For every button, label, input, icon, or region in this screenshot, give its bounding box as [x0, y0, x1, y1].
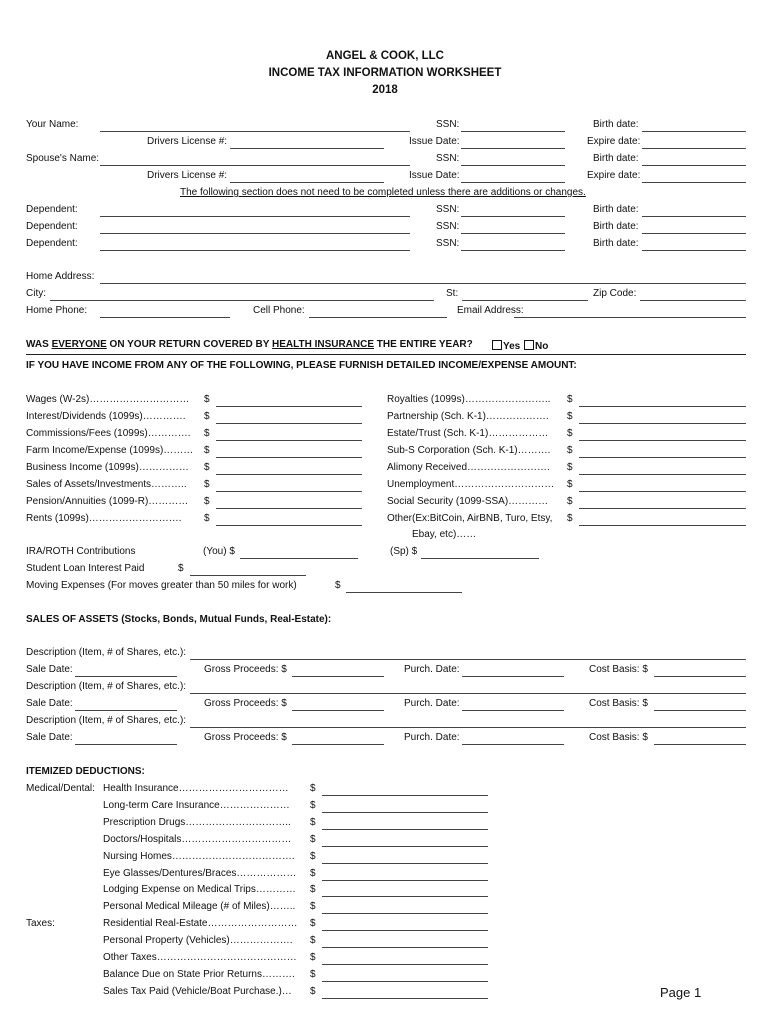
deduction-field[interactable] — [322, 981, 488, 982]
student-loan-label: Student Loan Interest Paid — [26, 563, 145, 574]
deduction-dollar: $ — [310, 799, 316, 811]
tax-year: 2018 — [372, 84, 398, 96]
sale-date-field[interactable] — [75, 744, 177, 745]
cell-phone-field[interactable] — [309, 317, 447, 318]
income-right-label: Social Security (1099-SSA)………… — [387, 496, 549, 507]
deduction-field[interactable] — [322, 880, 488, 881]
other-income-cont: Ebay, etc)…… — [412, 529, 477, 540]
deduction-label: Personal Property (Vehicles)………………. — [103, 935, 293, 947]
page-number: Page 1 — [660, 985, 702, 1000]
sale-date-label: Sale Date: — [26, 732, 73, 743]
dependent-3-ssn-field[interactable] — [461, 250, 565, 251]
deduction-label: Prescription Drugs………………………….. — [103, 816, 291, 828]
cost-basis-field[interactable] — [654, 744, 746, 745]
income-right-field[interactable] — [579, 491, 746, 492]
dependent-1-ssn-field[interactable] — [461, 216, 565, 217]
dependent-2-label: Dependent: — [26, 221, 78, 232]
spouse-birth-date-field[interactable] — [642, 165, 746, 166]
income-right-field[interactable] — [579, 440, 746, 441]
deduction-dollar: $ — [310, 850, 316, 862]
deduction-label: Eye Glasses/Dentures/Braces……………… — [103, 867, 297, 879]
deduction-dollar: $ — [310, 901, 316, 913]
dependent-2-birth-label: Birth date: — [593, 221, 639, 232]
expire-date-field[interactable] — [642, 148, 746, 149]
dependent-2-field[interactable] — [100, 233, 410, 234]
ira-you-label: (You) $ — [203, 546, 235, 557]
income-right-dollar: $ — [567, 445, 573, 456]
income-left-label: Sales of Assets/Investments……….. — [26, 479, 187, 490]
purch-date-field[interactable] — [462, 676, 564, 677]
student-loan-field[interactable] — [190, 575, 306, 576]
income-right-label: Sub-S Corporation (Sch. K-1)………. — [387, 445, 551, 456]
purch-date-label: Purch. Date: — [404, 664, 460, 675]
taxes-label: Taxes: — [26, 918, 55, 929]
deduction-label: Long-term Care Insurance………………… — [103, 799, 290, 811]
deduction-field[interactable] — [322, 964, 488, 965]
city-label: City: — [26, 288, 46, 299]
sale-date-label: Sale Date: — [26, 698, 73, 709]
income-left-label: Interest/Dividends (1099s)…………. — [26, 411, 186, 422]
health-insurance-question: WAS EVERYONE ON YOUR RETURN COVERED BY HEALTH INSURANCE THE ENTIRE YEAR? — [26, 339, 473, 350]
income-right-dollar: $ — [567, 479, 573, 490]
issue-date-field[interactable] — [461, 148, 565, 149]
spouse-ssn-label: SSN: — [436, 153, 460, 164]
income-right-label: Alimony Received……………………. — [387, 462, 550, 473]
company-name: ANGEL & COOK, LLC — [326, 50, 444, 62]
spouse-issue-date-label: Issue Date: — [409, 170, 460, 181]
purch-date-label: Purch. Date: — [404, 698, 460, 709]
deduction-field[interactable] — [322, 812, 488, 813]
income-right-label: Other(Ex:BitCoin, AirBNB, Turo, Etsy, — [387, 513, 553, 524]
deduction-label: Balance Due on State Prior Returns………. — [103, 968, 295, 980]
deduction-label: Lodging Expense on Medical Trips………… — [103, 884, 296, 896]
home-address-field[interactable] — [100, 283, 746, 284]
email-label: Email Address: — [457, 305, 524, 316]
deduction-field[interactable] — [322, 896, 488, 897]
income-left-field[interactable] — [216, 440, 362, 441]
birth-date-field[interactable] — [642, 131, 746, 132]
sale-date-field[interactable] — [75, 710, 177, 711]
ira-sp-field[interactable] — [421, 558, 539, 559]
cost-basis-label: Cost Basis: $ — [589, 732, 648, 743]
spouse-expire-date-field[interactable] — [642, 182, 746, 183]
drivers-license-label: Drivers License #: — [147, 136, 228, 147]
income-right-label: Partnership (Sch. K-1)………………. — [387, 411, 549, 422]
income-left-dollar: $ — [204, 479, 210, 490]
cell-phone-label: Cell Phone: — [253, 305, 305, 316]
income-left-dollar: $ — [204, 428, 210, 439]
section-notice: The following section does not need to be completed unless there are additions or changes. — [180, 187, 586, 198]
deduction-field[interactable] — [322, 846, 488, 847]
cost-basis-field[interactable] — [654, 676, 746, 677]
ira-sp-label: (Sp) $ — [390, 546, 418, 557]
deduction-label: Health Insurance…………………………… — [103, 783, 289, 794]
income-left-dollar: $ — [204, 513, 210, 524]
medical-dental-label: Medical/Dental: — [26, 783, 95, 794]
spouse-issue-date-field[interactable] — [461, 182, 565, 183]
dependent-2-ssn-label: SSN: — [436, 221, 460, 232]
deduction-dollar: $ — [310, 918, 316, 930]
deduction-dollar: $ — [310, 833, 316, 845]
zip-field[interactable] — [640, 300, 746, 301]
deduction-label: Sales Tax Paid (Vehicle/Boat Purchase.)… — [103, 985, 292, 997]
deduction-label: Residential Real-Estate……………………… — [103, 918, 298, 930]
income-left-label: Wages (W-2s)………………………… — [26, 394, 190, 405]
spouse-expire-date-label: Expire date: — [587, 170, 641, 181]
gross-proceeds-field[interactable] — [292, 744, 384, 745]
purch-date-field[interactable] — [462, 744, 564, 745]
income-right-label: Unemployment………………………… — [387, 479, 555, 490]
income-left-label: Commissions/Fees (1099s)…………. — [26, 428, 191, 439]
income-heading: IF YOU HAVE INCOME FROM ANY OF THE FOLLOWING, PLEASE FURNISH DETAILED INCOME/EXPENSE AMOUNT: — [26, 360, 577, 371]
city-field[interactable] — [50, 300, 434, 301]
state-field[interactable] — [462, 300, 588, 301]
dependent-1-birth-field[interactable] — [642, 216, 746, 217]
moving-expenses-dollar: $ — [335, 580, 341, 591]
health-no-option[interactable]: No — [524, 340, 548, 353]
deduction-dollar: $ — [310, 968, 316, 980]
deduction-label: Personal Medical Mileage (# of Miles)…….. — [103, 901, 296, 913]
dependent-3-label: Dependent: — [26, 238, 78, 249]
issue-date-label: Issue Date: — [409, 136, 460, 147]
income-left-dollar: $ — [204, 462, 210, 473]
sale-date-label: Sale Date: — [26, 664, 73, 675]
zip-label: Zip Code: — [593, 288, 637, 299]
income-right-field[interactable] — [579, 406, 746, 407]
sale-description-label: Description (Item, # of Shares, etc.): — [26, 681, 187, 692]
email-field[interactable] — [514, 317, 746, 318]
yes-checkbox[interactable] — [492, 340, 502, 350]
ira-label: IRA/ROTH Contributions — [26, 546, 136, 557]
page-title: INCOME TAX INFORMATION WORKSHEET — [268, 67, 502, 79]
home-address-label: Home Address: — [26, 271, 95, 282]
income-left-label: Rents (1099s)………………………. — [26, 513, 182, 524]
dependent-3-birth-field[interactable] — [642, 250, 746, 251]
gross-proceeds-label: Gross Proceeds: $ — [204, 698, 287, 709]
income-right-label: Royalties (1099s)…………………….. — [387, 394, 551, 405]
sales-heading: SALES OF ASSETS (Stocks, Bonds, Mutual Funds, Real-Estate): — [26, 614, 332, 625]
dependent-2-birth-field[interactable] — [642, 233, 746, 234]
dependent-2-ssn-field[interactable] — [461, 233, 565, 234]
dependent-3-birth-label: Birth date: — [593, 238, 639, 249]
deduction-dollar: $ — [310, 867, 316, 879]
purch-date-field[interactable] — [462, 710, 564, 711]
income-left-dollar: $ — [204, 445, 210, 456]
income-right-dollar: $ — [567, 428, 573, 439]
dependent-1-ssn-label: SSN: — [436, 204, 460, 215]
ssn-label: SSN: — [436, 119, 460, 130]
moving-expenses-field[interactable] — [346, 592, 462, 593]
sale-description-field[interactable] — [190, 693, 746, 694]
income-left-field[interactable] — [216, 525, 362, 526]
deduction-field[interactable] — [322, 998, 488, 999]
deduction-field[interactable] — [322, 930, 488, 931]
dependent-1-label: Dependent: — [26, 204, 78, 215]
income-left-field[interactable] — [216, 508, 362, 509]
deduction-dollar: $ — [310, 816, 316, 828]
income-right-field[interactable] — [579, 525, 746, 526]
cost-basis-label: Cost Basis: $ — [589, 698, 648, 709]
deduction-field[interactable] — [322, 795, 488, 796]
spouse-drivers-license-label: Drivers License #: — [147, 170, 228, 181]
deduction-label: Other Taxes…………………………………… — [103, 952, 297, 963]
income-right-dollar: $ — [567, 496, 573, 507]
deductions-heading: ITEMIZED DEDUCTIONS: — [26, 766, 145, 777]
income-right-field[interactable] — [579, 423, 746, 424]
deduction-field[interactable] — [322, 913, 488, 914]
home-phone-field[interactable] — [100, 317, 230, 318]
cost-basis-field[interactable] — [654, 710, 746, 711]
dependent-1-birth-label: Birth date: — [593, 204, 639, 215]
deduction-dollar: $ — [310, 783, 316, 794]
your-name-label: Your Name: — [26, 119, 79, 130]
deduction-field[interactable] — [322, 829, 488, 830]
spouse-birth-date-label: Birth date: — [593, 153, 639, 164]
income-left-label: Farm Income/Expense (1099s)……… — [26, 445, 194, 456]
income-right-dollar: $ — [567, 462, 573, 473]
drivers-license-field[interactable] — [230, 148, 384, 149]
deduction-dollar: $ — [310, 952, 316, 963]
spouse-drivers-license-field[interactable] — [230, 182, 384, 183]
spouse-name-label: Spouse's Name: — [26, 153, 100, 164]
sale-date-field[interactable] — [75, 676, 177, 677]
income-left-field[interactable] — [216, 474, 362, 475]
income-right-label: Estate/Trust (Sch. K-1)……………… — [387, 428, 549, 439]
sale-description-field[interactable] — [190, 727, 746, 728]
deduction-dollar: $ — [310, 935, 316, 947]
spouse-ssn-field[interactable] — [461, 165, 565, 166]
gross-proceeds-field[interactable] — [292, 710, 384, 711]
dependent-1-field[interactable] — [100, 216, 410, 217]
spouse-name-field[interactable] — [100, 165, 410, 166]
dependent-3-ssn-label: SSN: — [436, 238, 460, 249]
sale-description-field[interactable] — [190, 659, 746, 660]
income-left-label: Pension/Annuities (1099-R)………… — [26, 496, 189, 507]
divider — [26, 354, 746, 355]
income-left-field[interactable] — [216, 491, 362, 492]
sale-description-label: Description (Item, # of Shares, etc.): — [26, 715, 187, 726]
income-right-field[interactable] — [579, 508, 746, 509]
moving-expenses-label: Moving Expenses (For moves greater than 50 miles for work) — [26, 580, 297, 591]
deduction-field[interactable] — [322, 863, 488, 864]
income-right-dollar: $ — [567, 411, 573, 422]
income-right-dollar: $ — [567, 513, 573, 524]
expire-date-label: Expire date: — [587, 136, 641, 147]
birth-date-label: Birth date: — [593, 119, 639, 130]
sale-description-label: Description (Item, # of Shares, etc.): — [26, 647, 187, 658]
dependent-3-field[interactable] — [100, 250, 410, 251]
no-checkbox[interactable] — [524, 340, 534, 350]
home-phone-label: Home Phone: — [26, 305, 88, 316]
income-left-dollar: $ — [204, 496, 210, 507]
gross-proceeds-field[interactable] — [292, 676, 384, 677]
gross-proceeds-label: Gross Proceeds: $ — [204, 664, 287, 675]
student-loan-dollar: $ — [178, 563, 184, 574]
health-yes-option[interactable]: Yes — [492, 340, 520, 353]
income-left-label: Business Income (1099s)…………… — [26, 462, 189, 473]
deduction-label: Nursing Homes………………………………. — [103, 850, 295, 862]
your-name-field[interactable] — [100, 131, 410, 132]
income-left-field[interactable] — [216, 406, 362, 407]
gross-proceeds-label: Gross Proceeds: $ — [204, 732, 287, 743]
state-label: St: — [446, 288, 459, 299]
income-left-dollar: $ — [204, 411, 210, 422]
cost-basis-label: Cost Basis: $ — [589, 664, 648, 675]
ira-you-field[interactable] — [240, 558, 358, 559]
income-right-field[interactable] — [579, 457, 746, 458]
income-left-dollar: $ — [204, 394, 210, 405]
purch-date-label: Purch. Date: — [404, 732, 460, 743]
deduction-dollar: $ — [310, 884, 316, 896]
income-left-field[interactable] — [216, 457, 362, 458]
ssn-field[interactable] — [461, 131, 565, 132]
deduction-label: Doctors/Hospitals…………………………… — [103, 833, 292, 845]
deduction-field[interactable] — [322, 947, 488, 948]
income-right-dollar: $ — [567, 394, 573, 405]
income-right-field[interactable] — [579, 474, 746, 475]
income-left-field[interactable] — [216, 423, 362, 424]
deduction-dollar: $ — [310, 985, 316, 997]
